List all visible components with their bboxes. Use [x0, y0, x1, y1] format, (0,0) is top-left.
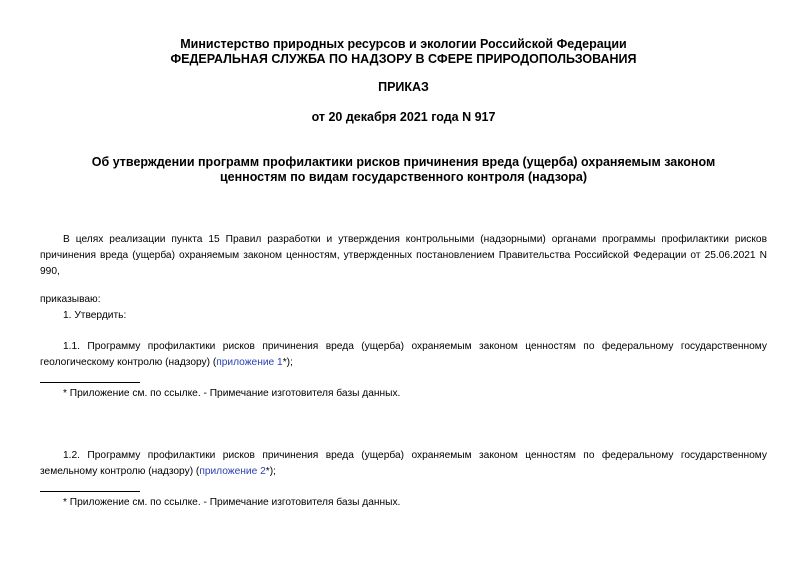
- document-title-line2: ценностям по видам государственного контроля (надзора): [219, 170, 588, 184]
- item-1-1-text: 1.1. Программу профилактики рисков причинения вреда (ущерба) охраняемым законом ценностям по федеральному государственному геологическому контролю (надзору) (: [40, 341, 767, 368]
- appendix-2-link[interactable]: приложение 2: [199, 466, 266, 477]
- item-1-2-tail: *);: [265, 466, 276, 477]
- footnote-2: * Приложение см. по ссылке. - Примечание изготовителя базы данных.: [63, 497, 401, 508]
- item-1: 1. Утвердить:: [63, 310, 127, 321]
- ministry-name: Министерство природных ресурсов и экологии Российской Федерации: [180, 37, 627, 51]
- item-1-1: [40, 339, 767, 371]
- appendix-1-link[interactable]: приложение 1: [216, 357, 283, 368]
- item-1-2: [40, 448, 767, 480]
- preamble-paragraph: В целях реализации пункта 15 Правил разработки и утверждения контрольными (надзорными) органами программы профилактики рисков причинения вреда (ущерба) охраняемым законом ценностям, утвержденных постановлением Правительства Российской Федерации от 25.06.2021 N 990,: [40, 234, 767, 277]
- document-type: ПРИКАЗ: [378, 80, 429, 94]
- order-word: приказываю:: [40, 294, 101, 305]
- footnote-1: * Приложение см. по ссылке. - Примечание изготовителя базы данных.: [63, 388, 401, 399]
- footnote-divider: [40, 382, 140, 383]
- document-date-number: от 20 декабря 2021 года N 917: [311, 110, 496, 124]
- footnote-divider: [40, 491, 140, 492]
- item-1-2-text: 1.2. Программу профилактики рисков причинения вреда (ущерба) охраняемым законом ценностям по федеральному государственному земельному контролю (надзору) (: [40, 450, 767, 477]
- document-title-line1: Об утверждении программ профилактики рисков причинения вреда (ущерба) охраняемым законом: [91, 155, 716, 169]
- item-1-1-tail: *);: [282, 357, 293, 368]
- service-name: ФЕДЕРАЛЬНАЯ СЛУЖБА ПО НАДЗОРУ В СФЕРЕ ПРИРОДОПОЛЬЗОВАНИЯ: [170, 52, 637, 66]
